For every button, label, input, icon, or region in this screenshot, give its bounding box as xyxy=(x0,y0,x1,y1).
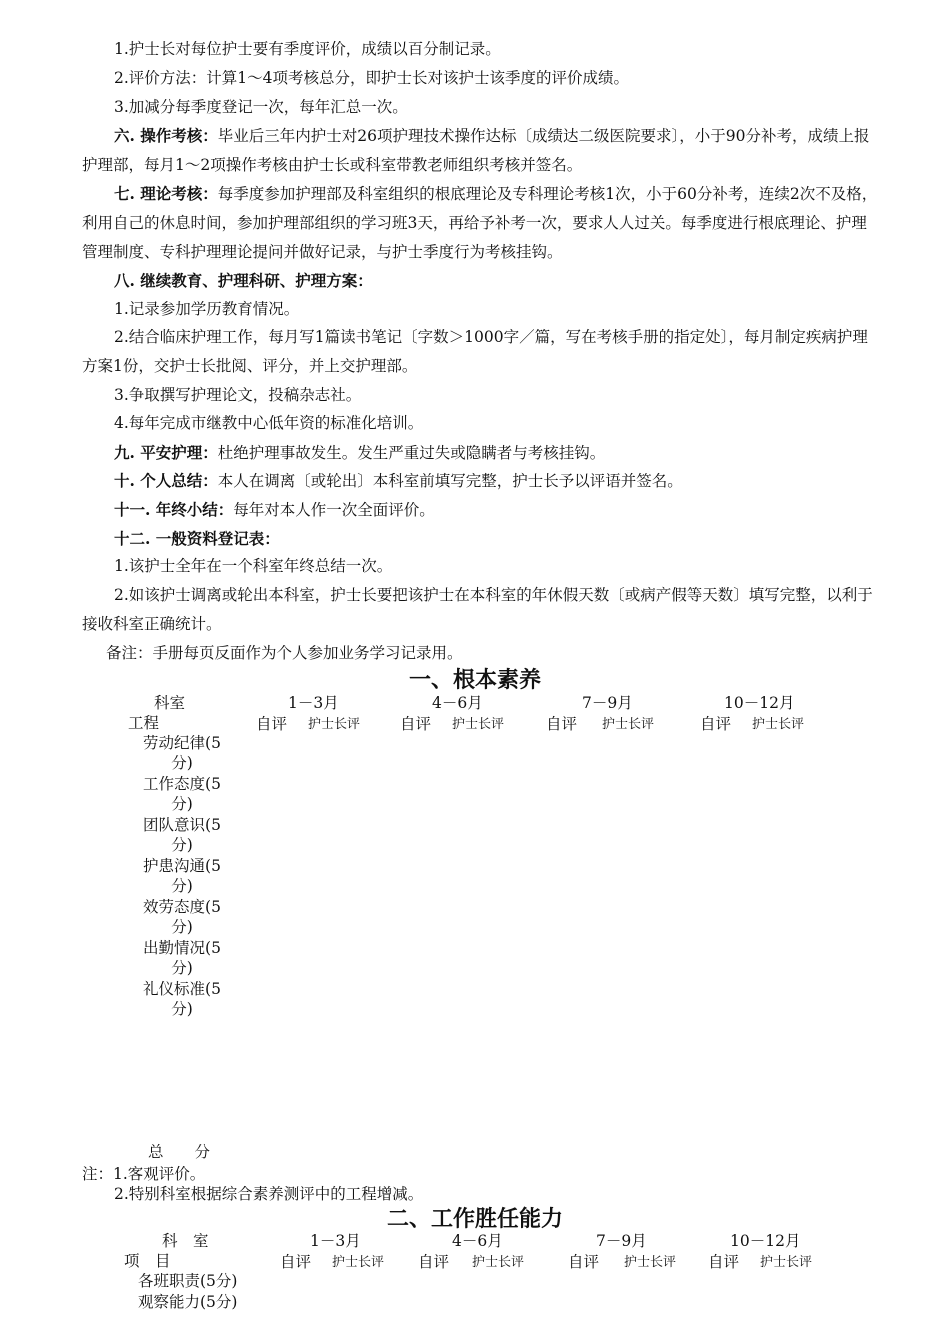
section-9-title: 九. 平安护理： xyxy=(114,443,218,462)
table-1-quarter-3: 7－9月 xyxy=(582,694,633,712)
table-1-self-1: 自评 xyxy=(256,715,288,733)
table-2-head-3: 护士长评 xyxy=(624,1255,677,1270)
table-row: 护患沟通(5 分) xyxy=(143,857,221,895)
table-1-head-3: 护士长评 xyxy=(602,717,655,732)
section-year-end xyxy=(82,495,880,525)
remark: 备注：手册每页反面作为个人参加业务学习记录用。 xyxy=(106,644,463,662)
table-1-head-4: 护士长评 xyxy=(752,717,805,732)
section-8-item-4: 4.每年完成市继教中心低年资的标准化培训。 xyxy=(114,414,424,432)
intro-item-3: 3.加减分每季度登记一次，每年汇总一次。 xyxy=(114,98,408,116)
table-1-head-2: 护士长评 xyxy=(452,717,505,732)
table-2-self-1: 自评 xyxy=(280,1253,312,1271)
table-2-quarter-3: 7－9月 xyxy=(596,1232,647,1250)
table-2-quarter-4: 10－12月 xyxy=(730,1232,801,1250)
table-row: 团队意识(5 分) xyxy=(143,816,221,854)
section-7-title: 七. 理论考核： xyxy=(114,184,218,203)
table-2-head-4: 护士长评 xyxy=(760,1255,813,1270)
intro-item-2: 2.评价方法：计算1～4项考核总分，即护士长对该护士该季度的评价成绩。 xyxy=(114,69,630,87)
section-safety xyxy=(82,438,880,468)
table-1-quarter-1: 1－3月 xyxy=(288,694,339,712)
table-row: 礼仪标准(5 分) xyxy=(143,980,221,1018)
table-2-self-2: 自评 xyxy=(418,1253,450,1271)
section-12-title: 十二. 一般资料登记表： xyxy=(114,529,280,548)
table-row: 各班职责(5分) xyxy=(138,1272,238,1290)
table-1-self-4: 自评 xyxy=(700,715,732,733)
section-8-title: 八. 继续教育、护理科研、护理方案： xyxy=(114,271,373,290)
section-11-text: 每年对本人作一次全面评价。 xyxy=(233,501,435,519)
section-8-item-3: 3.争取撰写护理论文，投稿杂志社。 xyxy=(114,386,362,404)
note-line-2: 2.特别科室根据综合素养测评中的工程增减。 xyxy=(114,1185,424,1203)
table-1-head-1: 护士长评 xyxy=(308,717,361,732)
table-2-corner-bottom: 项 目 xyxy=(124,1252,171,1270)
table-1-title: 一、根本素养 xyxy=(408,667,541,693)
note-line-1: 注：1.客观评价。 xyxy=(82,1165,206,1183)
section-8-item-1: 1.记录参加学历教育情况。 xyxy=(114,300,300,318)
section-12-item-2: 2.如该护士调离或轮出本科室，护士长要把该护士在本科室的年休假天数〔或病产假等天数〕填写完整，以利于接收科室正确统计。 xyxy=(82,586,873,633)
intro-item-1: 1.护士长对每位护士要有季度评价，成绩以百分制记录。 xyxy=(114,40,501,58)
section-10-text: 本人在调离〔或轮出〕本科室前填写完整，护士长予以评语并签名。 xyxy=(217,472,683,490)
table-2-head-1: 护士长评 xyxy=(332,1255,385,1270)
section-6-title: 六. 操作考核： xyxy=(114,126,218,145)
table-2-corner-top: 科 室 xyxy=(162,1232,209,1250)
table-2-title: 二、工作胜任能力 xyxy=(386,1206,563,1232)
table-2-head-2: 护士长评 xyxy=(472,1255,525,1270)
table-2-self-4: 自评 xyxy=(708,1253,740,1271)
section-10-title: 十. 个人总结： xyxy=(114,471,218,490)
table-row: 效劳态度(5 分) xyxy=(143,898,221,936)
section-theory-exam xyxy=(82,179,880,267)
table-1-corner-bottom: 工程 xyxy=(128,714,160,732)
table-1-quarter-2: 4－6月 xyxy=(432,694,483,712)
section-operation-exam xyxy=(82,121,880,180)
table-row: 工作态度(5 分) xyxy=(143,775,221,813)
table-1-self-3: 自评 xyxy=(546,715,578,733)
table-row: 劳动纪律(5 分) xyxy=(143,734,221,772)
section-8-item-2: 2.结合临床护理工作，每月写1篇读书笔记〔字数＞1000字／篇，写在考核手册的指定处〕，每月制定疾病护理方案1份，交护士长批阅、评分，并上交护理部。 xyxy=(82,328,868,375)
table-2-quarter-2: 4－6月 xyxy=(452,1232,503,1250)
table-2-self-3: 自评 xyxy=(568,1253,600,1271)
section-6-text: 毕业后三年内护士对26项护理技术操作达标〔成绩达二级医院要求〕，小于90分补考，成绩上报护理部，每月1～2项操作考核由护士长或科室带教老师组织考核并签名。 xyxy=(82,127,870,174)
table-1-corner-top: 科室 xyxy=(154,694,186,712)
section-personal-summary xyxy=(82,466,880,496)
section-7-text: 每季度参加护理部及科室组织的根底理论及专科理论考核1次，小于60分补考，连续2次不及格，利用自己的休息时间，参加护理部组织的学习班3天，再给予补考一次，要求人人过关。每季度进行根底理论、护理管理制度、专科护理理论提问并做好记录，与护士季度行为考核挂钩。 xyxy=(82,185,878,261)
table-1-quarter-4: 10－12月 xyxy=(724,694,795,712)
table-1-total-label: 总 分 xyxy=(148,1143,211,1161)
section-9-text: 杜绝护理事故发生。发生严重过失或隐瞒者与考核挂钩。 xyxy=(217,444,606,462)
section-12-item-1: 1.该护士全年在一个科室年终总结一次。 xyxy=(114,557,393,575)
table-row: 观察能力(5分) xyxy=(138,1293,238,1311)
table-2-quarter-1: 1－3月 xyxy=(310,1232,361,1250)
section-11-title: 十一. 年终小结： xyxy=(114,500,234,519)
table-row: 出勤情况(5 分) xyxy=(143,939,221,977)
table-1-self-2: 自评 xyxy=(400,715,432,733)
